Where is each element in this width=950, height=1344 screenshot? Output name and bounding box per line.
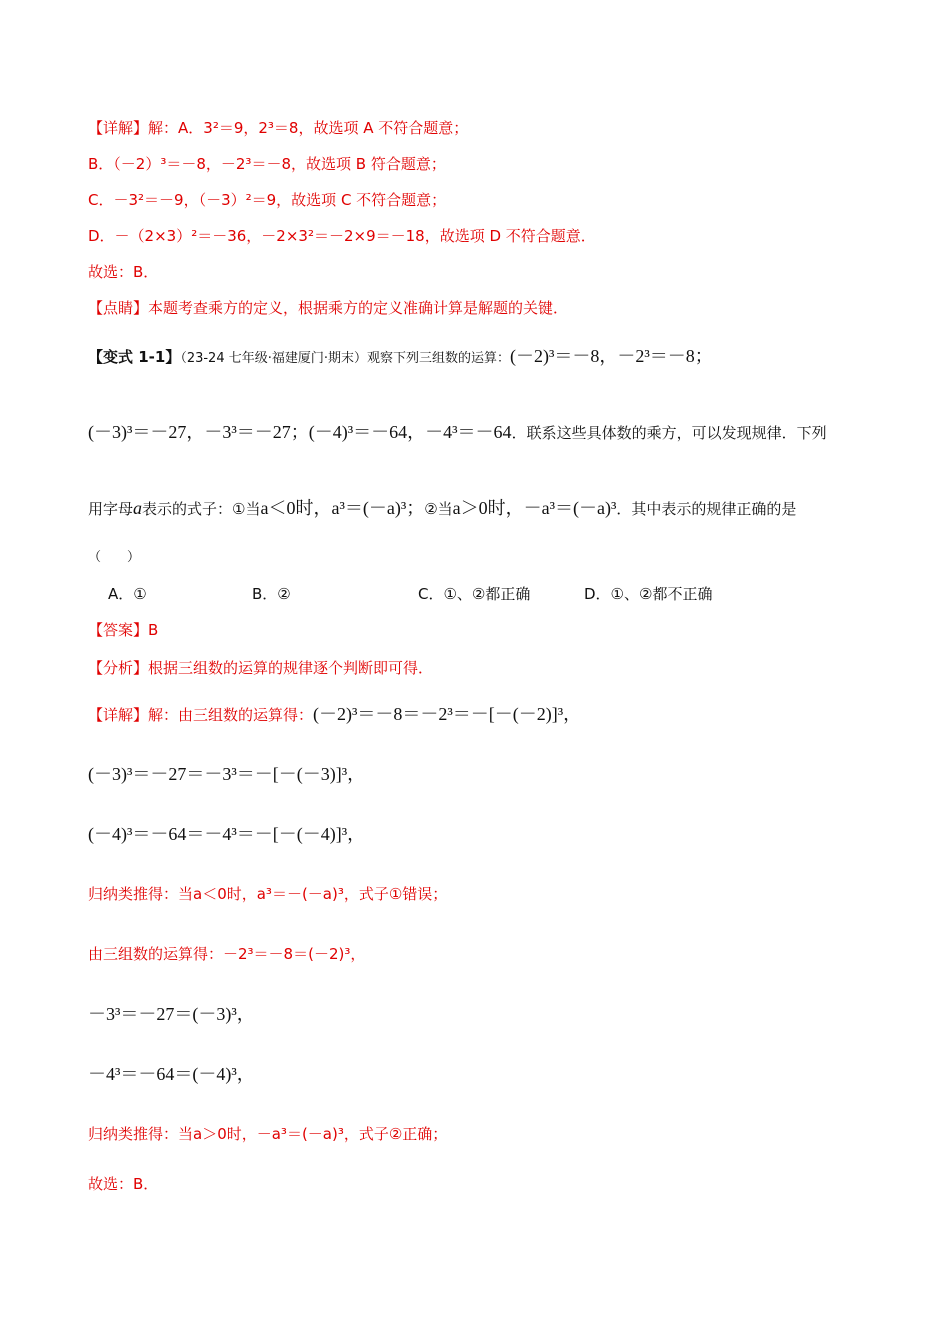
question-text-3a: 用字母 xyxy=(88,500,134,518)
detail2-math-5: －4³＝－64＝(－4)³， xyxy=(88,1064,255,1084)
induction-2: 归纳类推得：当a＞0时，－a³＝(－a)³，式子②正确； xyxy=(88,1125,448,1143)
answer-tag: 【答案】 xyxy=(88,621,149,639)
answer-line xyxy=(88,618,158,642)
detail-tag: 【详解】 xyxy=(88,119,149,137)
deduction-line: 由三组数的运算得：－2³＝－8＝(－2)³， xyxy=(88,945,366,963)
analysis-tag: 【分析】 xyxy=(88,659,149,677)
question-paren: （ ） xyxy=(88,550,141,565)
question-math-2: (－3)³＝－27，－3³＝－27；(－4)³＝－64，－4³＝－64 xyxy=(88,422,512,442)
solution-line-b: B．（－2）³＝－8，－2³＝－8，故选项 B 符合题意； xyxy=(88,155,446,173)
question-math-3a: a＜0时，a³＝(－a)³； xyxy=(260,498,425,518)
question-source: （23-24 七年级·福建厦门·期末）观察下列三组数的运算： xyxy=(180,351,511,366)
detail-text-a: 解：A．3²＝9，2³＝8，故选项 A 不符合题意； xyxy=(148,119,469,137)
question-tag: 【变式 1-1】 xyxy=(88,348,181,366)
option-d: D．①、②都不正确 xyxy=(584,585,713,603)
question-text-2: ．联系这些具体数的乘方，可以发现规律．下列 xyxy=(511,424,827,442)
detail2-line xyxy=(88,702,581,727)
question-text-3c: ②当 xyxy=(424,500,453,518)
question-text-3b: 表示的式子：①当 xyxy=(142,500,261,518)
solution-line-a xyxy=(88,116,468,140)
detail2-math-3: (－4)³＝－64＝－4³＝－[－(－4)]³， xyxy=(88,824,366,844)
answer-value: B xyxy=(148,621,159,639)
question-math-3b: a＞0时，－a³＝(－a)³ xyxy=(452,498,617,518)
option-a: A．① xyxy=(108,585,147,603)
detail2-math-1: (－2)³＝－8＝－2³＝－[－(－2)]³， xyxy=(313,704,582,724)
detail2-math-4: －3³＝－27＝(－3)³， xyxy=(88,1004,255,1024)
question-line-2 xyxy=(88,420,827,445)
question-line-1 xyxy=(88,344,713,371)
solution-line-d: D．－（2×3）²＝－36，－2×3²＝－2×9＝－18，故选项 D 不符合题意． xyxy=(88,227,596,245)
comment-line xyxy=(88,296,568,320)
analysis-text: 根据三组数的运算的规律逐个判断即可得． xyxy=(148,659,434,677)
option-b: B．② xyxy=(252,585,291,603)
detail2-text: 解：由三组数的运算得： xyxy=(148,706,314,724)
option-c: C．①、②都正确 xyxy=(418,585,531,603)
question-line-3 xyxy=(88,496,796,521)
induction-1: 归纳类推得：当a＜0时，a³＝－(－a)³，式子①错误； xyxy=(88,885,448,903)
solution-answer: 故选：B． xyxy=(88,263,159,281)
question-text-3d: ．其中表示的规律正确的是 xyxy=(616,500,797,518)
solution-line-c: C．－3²＝－9，（－3）²＝9，故选项 C 不符合题意； xyxy=(88,191,447,209)
comment-tag: 【点睛】 xyxy=(88,299,149,317)
question-var-a: a xyxy=(133,498,143,518)
comment-text: 本题考查乘方的定义，根据乘方的定义准确计算是解题的关键． xyxy=(148,299,569,317)
analysis-line xyxy=(88,656,433,680)
detail2-tag: 【详解】 xyxy=(88,706,149,724)
final-answer: 故选：B． xyxy=(88,1175,159,1193)
detail2-math-2: (－3)³＝－27＝－3³＝－[－(－3)]³， xyxy=(88,764,366,784)
question-math-1: (－2)³＝－8，－2³＝－8； xyxy=(510,346,713,366)
